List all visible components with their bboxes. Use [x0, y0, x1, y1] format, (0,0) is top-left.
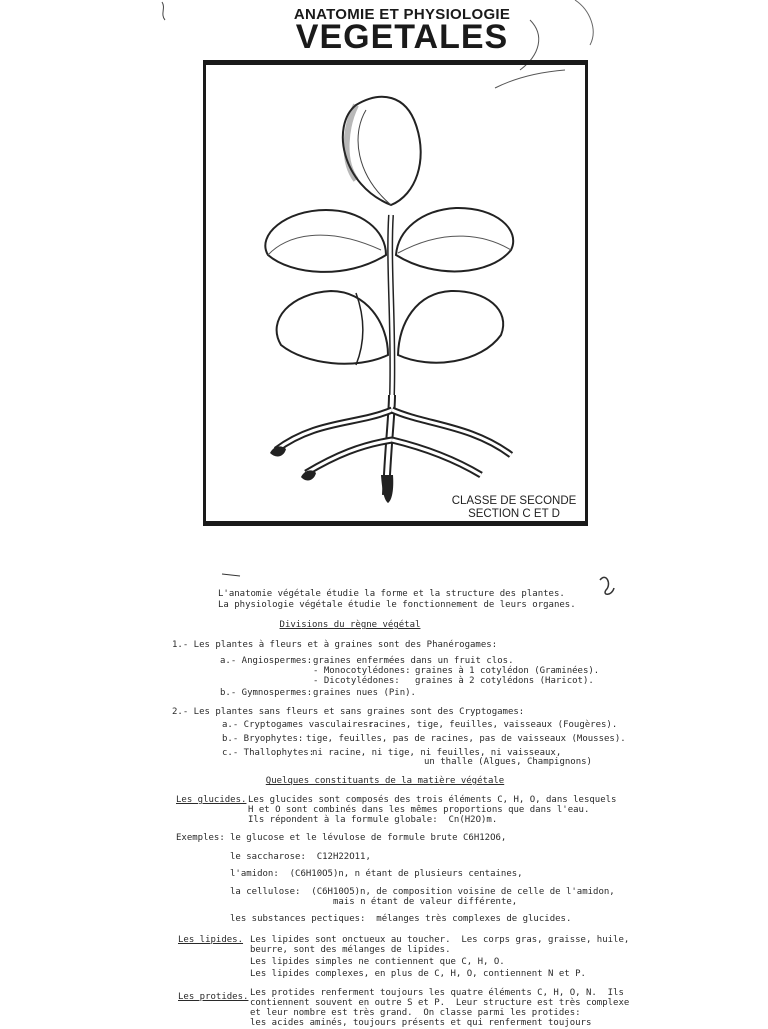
examples-label: Exemples:: [176, 833, 225, 843]
cover-title-line2: VEGETALES: [295, 18, 509, 56]
bryophytes-text: tige, feuilles, pas de racines, pas de vaisseaux (Mousses).: [306, 734, 626, 744]
left-leaf-upper: [265, 210, 386, 272]
dicot-label: - Dicotylédones:: [313, 676, 400, 686]
cover-title-line1: ANATOMIE ET PHYSIOLOGIE: [293, 6, 511, 23]
example-5: les substances pectiques: mélanges très complexes de glucides.: [230, 914, 572, 924]
monocot-label: - Monocotylédones:: [313, 666, 411, 676]
thallophytes-text-2: un thalle (Algues, Champignons): [424, 757, 592, 767]
monocot-text: graines à 1 cotylédon (Graminées).: [415, 666, 600, 676]
division-2: 2.- Les plantes sans fleurs et sans graines sont des Cryptogames:: [172, 707, 525, 717]
right-leaf-lower: [398, 291, 503, 363]
left-leaf-lower: [277, 291, 388, 364]
example-4b: mais n étant de valeur différente,: [333, 897, 518, 907]
cover-illustration-frame: [203, 60, 588, 526]
bryophytes-label: b.- Bryophytes:: [222, 734, 304, 744]
thallophytes-text: ni racine, ni tige, ni feuilles, ni vaisseaux,: [312, 748, 562, 758]
protides-label: Les protides.: [178, 992, 249, 1002]
protides-line-3: et leur nombre est très grand. On classe parmi les protides:: [250, 1008, 581, 1018]
constituents-heading: Quelques constituants de la matière végétale: [265, 776, 505, 786]
example-1: le glucose et le lévulose de formule brute C6H12O6,: [230, 833, 507, 843]
intro-line-2: La physiologie végétale étudie le fonctionnement de leurs organes.: [218, 600, 576, 610]
crypto-vasc-label: a.- Cryptogames vasculaires:: [222, 720, 374, 730]
lipides-line-2: beurre, sont des mélanges de lipides.: [250, 945, 451, 955]
plant-illustration: [206, 65, 585, 521]
division-1: 1.- Les plantes à fleurs et à graines sont des Phanérogames:: [172, 640, 498, 650]
lipides-line-1: Les lipides sont onctueux au toucher. Les corps gras, graisse, huile,: [250, 935, 630, 945]
intro-line-1: L'anatomie végétale étudie la forme et la structure des plantes.: [218, 589, 565, 599]
dicot-text: graines à 2 cotylédons (Haricot).: [415, 676, 594, 686]
glucides-line-1: Les glucides sont composés des trois éléments C, H, O, dans lesquels: [248, 795, 617, 805]
glucides-label: Les glucides.: [176, 795, 247, 805]
lipides-line-3: Les lipides simples ne contiennent que C, H, O.: [250, 957, 505, 967]
class-label-line1: CLASSE DE SECONDE: [451, 495, 577, 507]
thallophytes-label: c.- Thallophytes:: [222, 748, 315, 758]
glucides-line-2: H et O sont combinés dans les mêmes proportions que dans l'eau.: [248, 805, 590, 815]
right-leaf-upper: [396, 208, 513, 271]
crypto-vasc-text: racines, tige, feuilles, vaisseaux (Fougères).: [368, 720, 618, 730]
lipides-label: Les lipides.: [178, 935, 244, 945]
angiospermes-label: a.- Angiospermes:: [220, 656, 313, 666]
divisions-heading: Divisions du règne végétal: [279, 620, 421, 630]
class-label-line2: SECTION C ET D: [468, 508, 560, 520]
example-2: le saccharose: C12H22O11,: [230, 852, 371, 862]
example-3: l'amidon: (C6H10O5)n, n étant de plusieurs centaines,: [230, 869, 523, 879]
example-4: la cellulose: (C6H10O5)n, de composition voisine de celle de l'amidon,: [230, 887, 615, 897]
angiospermes-text: graines enfermées dans un fruit clos.: [313, 656, 514, 666]
gymnospermes-label: b.- Gymnospermes:: [220, 688, 313, 698]
lipides-line-4: Les lipides complexes, en plus de C, H, O, contiennent N et P.: [250, 969, 586, 979]
gymnospermes-text: graines nues (Pin).: [313, 688, 416, 698]
protides-line-1: Les protides renferment toujours les quatre éléments C, H, O, N. Ils: [250, 988, 624, 998]
class-label: [446, 495, 582, 521]
protides-line-2: contiennent souvent en outre S et P. Leur structure est très complexe: [250, 998, 630, 1008]
glucides-line-3: Ils répondent à la formule globale: Cn(H2O)m.: [248, 815, 498, 825]
protides-line-4: les acides aminés, toujours présents et qui renferment toujours: [250, 1018, 592, 1028]
